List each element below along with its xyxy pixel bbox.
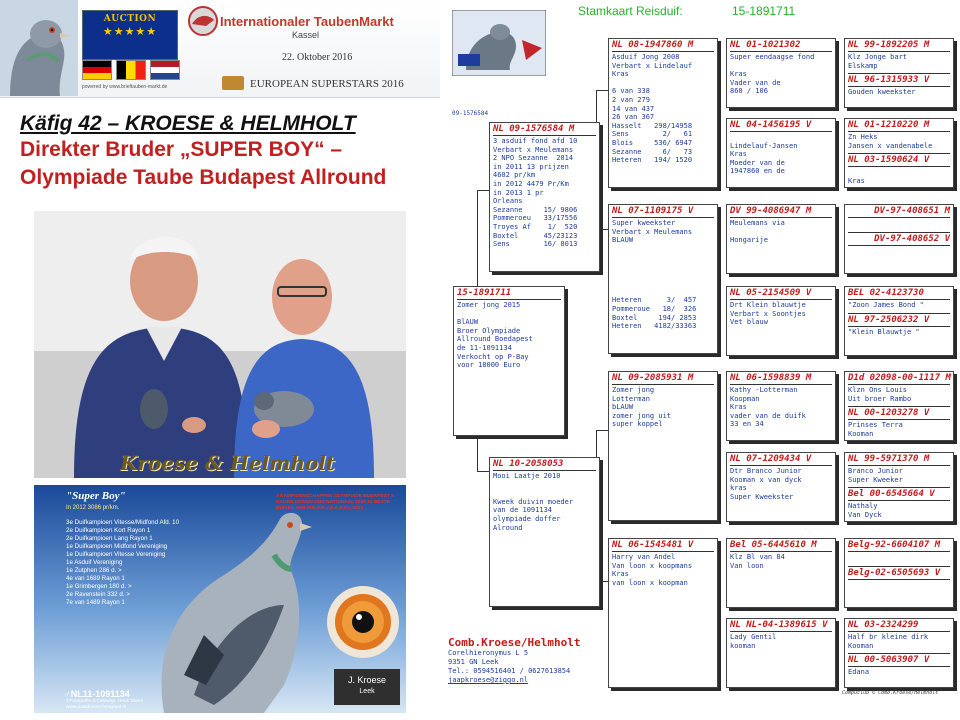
ring-number-dam: NL 00-1203278 V [848, 406, 950, 420]
poster-result: 1e Duifkampioen Midfond Vereniging [66, 543, 168, 550]
ring-number-dam: Bel 00-6545664 V [848, 487, 950, 501]
pedigree-dam-dam-card [608, 538, 718, 688]
card-text: "Zoon James Bond " [848, 301, 924, 309]
ring-number: NL 05-2154509 V [730, 288, 832, 300]
pedigree-g4-card [844, 618, 954, 688]
breeders-photo-image [34, 211, 406, 478]
pedigree-number: 15-1891711 [732, 4, 796, 18]
pedigree-g3-card [726, 371, 836, 441]
pedigree-dam-sire-card [608, 371, 718, 521]
pedigree-g3-card [726, 118, 836, 188]
auction-mini-logo-icon [222, 76, 244, 90]
ring-number: NL 06-1545481 V [612, 540, 714, 552]
card-text-dam: Prinses Terra Kooman [848, 421, 903, 438]
poster-title: "Super Boy" [66, 490, 126, 502]
auction-label: AUCTION [103, 14, 157, 24]
ring-number: NL 03-2324299 [848, 620, 950, 632]
sire-ring-small: 09-1576584 [452, 110, 489, 117]
country-flags [82, 60, 180, 80]
poster-result: 7e van 1489 Rayon 1 [66, 599, 125, 606]
pedigree-g4-card [844, 286, 954, 356]
poster-result: 1e Asduif Vereniging [66, 559, 123, 566]
poster-ring-number: ♂NL11-1091134 [64, 689, 130, 699]
ring-number: NL 08-1947860 M [612, 40, 714, 52]
ring-number: NL 01-1210220 M [848, 120, 950, 132]
powered-by: powered by www.brieftauben-markt.de [82, 84, 168, 90]
pedigree-g3-card [726, 538, 836, 608]
lot-subtitle-1: Direkter Bruder „SUPER BOY“ – [20, 138, 343, 161]
auction-banner [0, 0, 440, 98]
card-text: Mooi Laatje 2010 Kweek duivin moeder van de 1091134 olympiade doffer Alround [493, 472, 574, 532]
owner-address: Corelhieronymus L 5 [448, 649, 529, 657]
ring-number: NL 99-1892205 M [848, 40, 950, 52]
card-text: Half br kleine dirk Kooman [848, 633, 929, 650]
ring-number-dam: NL 97-2506232 V [848, 313, 950, 327]
pedigree-g3-card [726, 204, 836, 274]
poster-header: In 2012 3086 pr/km. [66, 505, 120, 511]
card-text: Dtr Branco Junior Kooman x van dyck kras Super Kweekster [730, 467, 802, 501]
pedigree-g4-card [844, 538, 954, 608]
ring-number: NL 04-1456195 V [730, 120, 832, 132]
poster-result: 2e Duifkampioen Lang Rayon 1 [66, 535, 153, 542]
card-text: 3 asduif fond afd 10 Verbart x Meulemans 2 NPO Sezanne 2014 in 2011 13 prijzen 4602 pr/km in 2012 4479 Pr/Km in 2013 1 pr Orleans Sezanne 15/ 9806 Pommeroeu 33/17556 Troyes Af 1/ 520 Boxtel 45/23123 Sens 16/ 8013 [493, 137, 578, 249]
pedigree-g3-card [726, 452, 836, 522]
ring-number-dam: NL 96-1315933 V [848, 73, 950, 87]
pedigree-sire-card [489, 122, 600, 272]
belgium-flag-icon [116, 60, 146, 80]
poster-credits: ©Fotografie & Ontwerp: Henk Storm www.postduiven-fotograaf.nl [66, 699, 144, 710]
card-text-dam: Gouden kweekster [848, 88, 916, 97]
pedigree-g4-card [844, 452, 954, 522]
owner-name: Comb.Kroese/Helmholt [448, 636, 581, 649]
pedigree-g4-card [844, 118, 954, 188]
ring-number: NL NL-04-1389615 V [730, 620, 832, 632]
ring-number-dam: DV-97-408652 V [848, 232, 950, 246]
pedigree-sire-sire-card [608, 38, 718, 188]
card-text: Branco Junior Super Kweeker [848, 467, 903, 484]
ring-number: NL 99-5971370 M [848, 454, 950, 466]
poster-result: 2e Ravenstein 332 d. > [66, 591, 130, 598]
poster-result: 4e van 1689 Rayon 1 [66, 575, 125, 582]
owner-city: 9351 GN Leek [448, 658, 499, 666]
pedigree-sire-dam-card [608, 204, 718, 354]
lot-title: Käfig 42 – KROESE & HELMHOLT [20, 112, 356, 135]
germany-flag-icon [82, 60, 112, 80]
ring-number: NL 09-2085931 M [612, 373, 714, 385]
ring-number: BEL 02-4123730 [848, 288, 950, 300]
photo-caption: Kroese & Helmholt [120, 451, 336, 475]
ring-number: DV-97-408651 M [848, 206, 950, 218]
poster-owner-badge [334, 669, 400, 705]
event-date: 22. Oktober 2016 [282, 52, 353, 63]
poster-result: 1e Duifkampioen Vitesse Vereniging [66, 551, 166, 558]
poster-result: 1e Grimbergen 180 d. > [66, 583, 132, 590]
card-text: Harry van Andel Van loon x koopmans Kras van loon x koopman [612, 553, 693, 587]
pedigree-g3-card [726, 38, 836, 108]
poster-results-list [66, 519, 179, 607]
card-text: Klzn Ons Louis Uit broer Rambo [848, 386, 912, 403]
pigeon-eye-icon [326, 585, 400, 659]
card-text-dam: "Klein Blauwtje " [848, 327, 920, 336]
card-text: Zomer jong 2015 BlAUW Broer Olympiade Allround Boedapest de 11-1091134 Verkocht op P-Bay voor 18000 Euro [457, 301, 533, 370]
pedigree-g4-card [844, 38, 954, 108]
card-text: Zomer jong Lotterman bLAUW zomer jong uit super koppel [612, 386, 672, 429]
ring-number: NL 07-1109175 V [612, 206, 714, 218]
card-text: Drt Klein blauwtje Verbart x Soontjes Vet blauw [730, 301, 806, 327]
card-text: Klz Jonge bart Elskamp [848, 53, 908, 70]
ring-number-dam: NL 00-5063907 V [848, 653, 950, 667]
card-text: Super eendaagse fond Kras Vader van de 860 / 106 [730, 53, 815, 96]
ring-number: DV 99-4086947 M [730, 206, 832, 218]
card-text: Zn Heks Jansen x vandenabele [848, 133, 933, 150]
ring-number: NL 01-1021302 [730, 40, 832, 52]
pedigree-g4-card [844, 371, 954, 441]
poster-result: 2e Duifkampioen Kort Rayon 1 [66, 527, 151, 534]
card-text: Klz Bl van 84 Van loon [730, 553, 785, 570]
owner-email[interactable]: jaapkroese@ziggo.nl [448, 676, 529, 684]
ring-number: 15-1891711 [457, 288, 561, 300]
pedigree-subject-card [453, 286, 565, 436]
card-text: Kathy -Lotterman Koopman Kras vader van de duifk 33 en 34 [730, 386, 806, 429]
card-text: Asduif Jong 2008 Verbart x Lindelauf Kras 6 van 338 2 van 279 14 van 437 26 van 367 Hasselt 298/14958 Sens 2/ 61 Blois 536/ 6947 Sezanne 6/ 73 Heteren 194/ 1520 [612, 53, 693, 165]
pedigree-title: Stamkaart Reisduif: [578, 4, 683, 18]
owner-phone: Tel.: 0594516401 / 0627613854 [448, 667, 571, 675]
card-text-dam: Edana [848, 668, 870, 677]
pedigree-footer: Compuclub © Comb.Kroese/Helmholt [842, 690, 939, 696]
pedigree-g3-card [726, 618, 836, 688]
super-boy-poster [34, 485, 406, 713]
ring-number-dam: Belg-02-6505693 V [848, 566, 950, 580]
pedigree-owner-block [448, 636, 580, 685]
ring-number: Bel 05-6445610 M [730, 540, 832, 552]
event-title: EUROPEAN SUPERSTARS 2016 [250, 78, 404, 90]
breeders-photo [34, 211, 406, 478]
ring-number: D1d 02098-00-1117 M [848, 373, 951, 383]
ring-number: NL 10-2058053 [493, 459, 596, 471]
poster-red-notes: 3 KAMPIOENSCHAPPEN OLYMPIADE BUDAPEST 5 DAGEN DUIVEN OUD NATIONAAL 2009 10 BESTE DUIVEN VAN W.E.S.R. / Z.A.Z.T.V. 2013 [276, 494, 394, 511]
market-title: Internationaler TaubenMarkt [220, 14, 394, 29]
poster-owner-name: J. Kroese [347, 675, 387, 685]
eu-stars-icon: ★★★★★ [102, 26, 158, 38]
pigeon-head-image [0, 0, 78, 96]
lot-subtitle-2: Olympiade Taube Budapest Allround [20, 166, 387, 189]
ring-number: NL 07-1209434 V [730, 454, 832, 466]
card-text: Super kweekster Verbart x Meulemans BLAUW Heteren 3/ 457 Pommeroue 18/ 326 Boxtel 194/ 2853 Heteren 4182/33363 [612, 219, 697, 331]
poster-owner-place: Leek [359, 688, 375, 695]
poster-result: 3e Duifkampioen Vitesse/Midfond Afd. 10 [66, 519, 180, 526]
ring-number-dam: NL 03-1590624 V [848, 153, 950, 167]
card-text-dam: Kras [848, 176, 865, 185]
ring-number: NL 09-1576584 M [493, 124, 596, 136]
pedigree-g4-card [844, 204, 954, 274]
globe-logo-icon [186, 4, 220, 38]
auction-eu-flag [82, 10, 178, 60]
card-text-dam: Nathaly Van Dyck [848, 502, 882, 519]
pedigree-logo-image [452, 10, 546, 76]
poster-result: 1e Zutphen 286 d. > [66, 567, 122, 574]
card-text: Meulemans via Hongarije [730, 219, 785, 245]
lot-heading [20, 112, 440, 192]
pedigree-g3-card [726, 286, 836, 356]
netherlands-flag-icon [150, 60, 180, 80]
card-text: Lady Gentil kooman [730, 633, 777, 650]
market-subtitle: Kassel [292, 30, 320, 40]
ring-number: Belg-92-6604107 M [848, 540, 950, 552]
card-text: Lindelauf-Jansen Kras Moeder van de 1947860 en de [730, 141, 798, 176]
ring-number: NL 06-1598839 M [730, 373, 832, 385]
pedigree-dam-card [489, 457, 600, 607]
